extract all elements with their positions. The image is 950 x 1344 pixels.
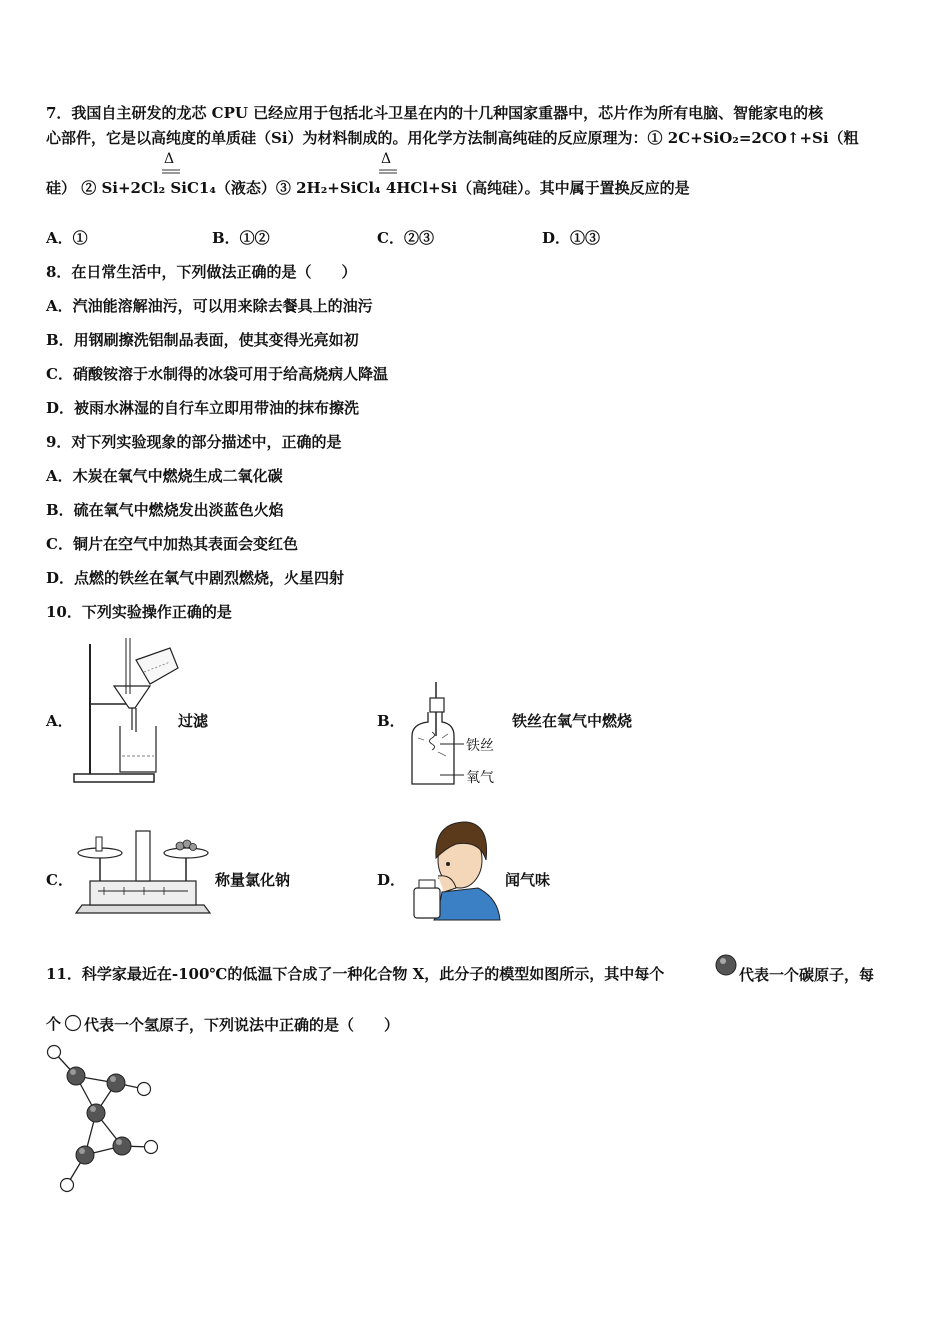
q10-option-d-text: 闻气味 xyxy=(505,871,551,889)
iron-wire-label: 铁丝 xyxy=(466,738,494,754)
q10-option-b-letter[interactable]: B． xyxy=(377,712,405,730)
q10-stem: 10．下列实验操作正确的是 xyxy=(46,603,232,621)
q9-stem: 9．对下列实验现象的部分描述中，正确的是 xyxy=(46,433,342,451)
q8-option-c[interactable]: C．硝酸铵溶于水制得的冰袋可用于给高烧病人降温 xyxy=(46,365,388,383)
smelling-gas-figure xyxy=(408,814,502,922)
oxygen-label: 氧气 xyxy=(466,770,494,786)
q7-heat-symbol-2: Δ xyxy=(381,151,392,167)
q11-line2-b: 代表一个氢原子，下列说法中正确的是（ ） xyxy=(84,1016,400,1034)
q10-option-d-letter[interactable]: D． xyxy=(377,871,406,889)
q11-line1-b: 代表一个碳原子，每 xyxy=(739,966,875,984)
q11-line1-a: 11．科学家最近在-100℃的低温下合成了一种化合物 X，此分子的模型如图所示，其中每个 xyxy=(46,965,665,983)
q11-line2-a: 个 xyxy=(46,1015,62,1033)
q7-line2: 心部件，它是以高纯度的单质硅（Si）为材料制成的。用化学方法制高纯硅的反应原理为：① 2C+SiO₂=2CO↑+Si（粗 xyxy=(46,129,859,147)
q8-option-b[interactable]: B．用钢刷擦洗铝制品表面，使其变得光亮如初 xyxy=(46,331,359,349)
q10-option-a-text: 过滤 xyxy=(178,712,209,730)
q7-condition-bars xyxy=(160,168,420,176)
q7-heat-symbol-1: Δ xyxy=(164,151,175,167)
q8-option-a[interactable]: A．汽油能溶解油污，可以用来除去餐具上的油污 xyxy=(46,297,373,315)
molecule-model-figure xyxy=(40,1040,170,1200)
filtration-apparatus-figure xyxy=(70,634,182,784)
q10-option-b-text: 铁丝在氧气中燃烧 xyxy=(512,712,633,730)
q9-option-c[interactable]: C．铜片在空气中加热其表面会变红色 xyxy=(46,535,298,553)
q7-line1: 7．我国自主研发的龙芯 CPU 已经应用于包括北斗卫星在内的十几种国家重器中，芯片作为所有电脑、智能家电的核 xyxy=(46,104,824,122)
q10-option-c-letter[interactable]: C． xyxy=(46,871,73,889)
q9-option-a[interactable]: A．木炭在氧气中燃烧生成二氧化碳 xyxy=(46,467,283,485)
q7-line3: 硅） ② Si+2Cl₂ SiC1₄（液态）③ 2H₂+SiCl₄ 4HCl+Si（高纯硅）。其中属于置换反应的是 xyxy=(46,179,690,197)
q7-option-a[interactable]: A．① xyxy=(46,229,88,247)
q8-stem: 8．在日常生活中，下列做法正确的是（ ） xyxy=(46,263,357,281)
q8-option-d[interactable]: D．被雨水淋湿的自行车立即用带油的抹布擦洗 xyxy=(46,399,360,417)
q10-option-a-letter[interactable]: A． xyxy=(46,712,73,730)
q10-option-c-text: 称量氯化钠 xyxy=(215,871,291,889)
q9-option-b[interactable]: B．硫在氧气中燃烧发出淡蓝色火焰 xyxy=(46,501,284,519)
hydrogen-atom-icon xyxy=(63,1013,83,1033)
balance-scale-figure xyxy=(74,825,214,917)
q7-option-c[interactable]: C．②③ xyxy=(377,229,434,247)
q7-option-d[interactable]: D．①③ xyxy=(542,229,601,247)
carbon-atom-icon xyxy=(714,953,738,977)
q7-option-b[interactable]: B．①② xyxy=(212,229,270,247)
q9-option-d[interactable]: D．点燃的铁丝在氧气中剧烈燃烧，火星四射 xyxy=(46,569,345,587)
